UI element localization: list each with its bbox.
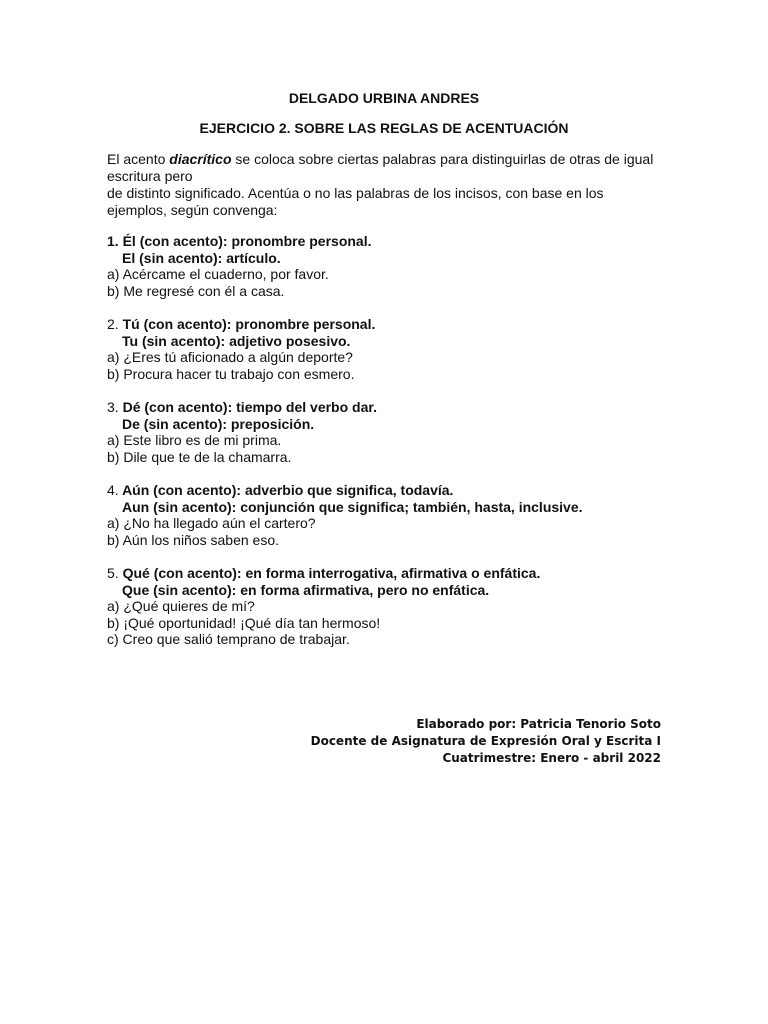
exercise-item-b: b) Dile que te de la chamarra.: [107, 448, 292, 465]
exercise-rule-accented: [107, 482, 667, 499]
exercise-rule-text: Tú (con acento): pronombre personal.: [122, 316, 376, 332]
exercise-rule-text: Él (con acento): pronombre personal.: [122, 233, 372, 249]
term-line: Cuatrimestre: Enero - abril 2022: [442, 751, 661, 765]
intro-line-2: de distinto significado. Acentúa o no las palabras de los incisos, con base en los ejemplos, según convenga:: [107, 185, 604, 218]
exercise-rule-unaccented: El (sin acento): artículo.: [122, 249, 281, 266]
exercise-rule-text: Aún (con acento): adverbio que significa, todavía.: [122, 482, 454, 498]
intro-part1: El acento: [107, 151, 170, 167]
exercise-item-b: b) Procura hacer tu trabajo con esmero.: [107, 365, 355, 382]
exercise-item-b: b) Aún los niños saben eso.: [107, 531, 280, 548]
exercise-item-a: a) ¿Qué quieres de mí?: [107, 598, 255, 615]
exercise-block-4: [107, 482, 667, 548]
exercise-item-a: a) ¿Eres tú aficionado a algún deporte?: [107, 349, 353, 366]
exercise-item-a: a) Este libro es de mi prima.: [107, 432, 282, 449]
exercise-item-a: a) ¿No ha llegado aún el cartero?: [107, 515, 316, 532]
exercise-title: EJERCICIO 2. SOBRE LAS REGLAS DE ACENTUACIÓN: [199, 120, 569, 136]
exercise-rule-text: Dé (con acento): tiempo del verbo dar.: [122, 399, 377, 415]
exercise-block-5: [107, 565, 667, 648]
exercise-rule-unaccented: Aun (sin acento): conjunción que significa; también, hasta, inclusive.: [122, 498, 583, 515]
exercise-number: 3.: [107, 399, 119, 415]
exercise-rule-unaccented: De (sin acento): preposición.: [122, 415, 315, 432]
exercise-rule-unaccented: Tu (sin acento): adjetivo posesivo.: [122, 332, 351, 349]
exercise-block-3: [107, 399, 667, 465]
intro-emphasis: diacrítico: [169, 151, 232, 167]
exercise-item-b: b) ¡Qué oportunidad! ¡Qué día tan hermoso!: [107, 614, 381, 631]
exercise-number: 5.: [107, 565, 119, 581]
exercise-block-2: [107, 316, 667, 382]
student-name: DELGADO URBINA ANDRES: [288, 90, 480, 106]
exercise-block-1: [107, 233, 667, 299]
role-line: Docente de Asignatura de Expresión Oral y Escrita I: [310, 734, 661, 748]
intro-part2: se coloca sobre ciertas palabras para distinguirlas de otras de igual escritura pero: [107, 151, 654, 184]
exercise-item-b: b) Me regresé con él a casa.: [107, 282, 285, 299]
exercise-rule-accented: [107, 316, 667, 333]
exercise-rule-accented: [107, 399, 667, 416]
exercise-rule-accented: [107, 233, 667, 250]
exercise-rule-text: Qué (con acento): en forma interrogativa, afirmativa o enfática.: [122, 565, 541, 581]
exercise-rule-accented: [107, 565, 667, 582]
author-credits: [311, 716, 661, 767]
intro-line-1: [107, 151, 662, 185]
intro-paragraph: [107, 151, 662, 219]
exercise-item-c: c) Creo que salió temprano de trabajar.: [107, 631, 350, 648]
exercise-number: 1.: [107, 233, 119, 249]
exercise-item-a: a) Acércame el cuaderno, por favor.: [107, 266, 329, 283]
exercise-number: 4.: [107, 482, 119, 498]
exercise-number: 2.: [107, 316, 119, 332]
exercise-rule-unaccented: Que (sin acento): en forma afirmativa, pero no enfática.: [122, 581, 490, 598]
author-line: Elaborado por: Patricia Tenorio Soto: [416, 717, 661, 731]
